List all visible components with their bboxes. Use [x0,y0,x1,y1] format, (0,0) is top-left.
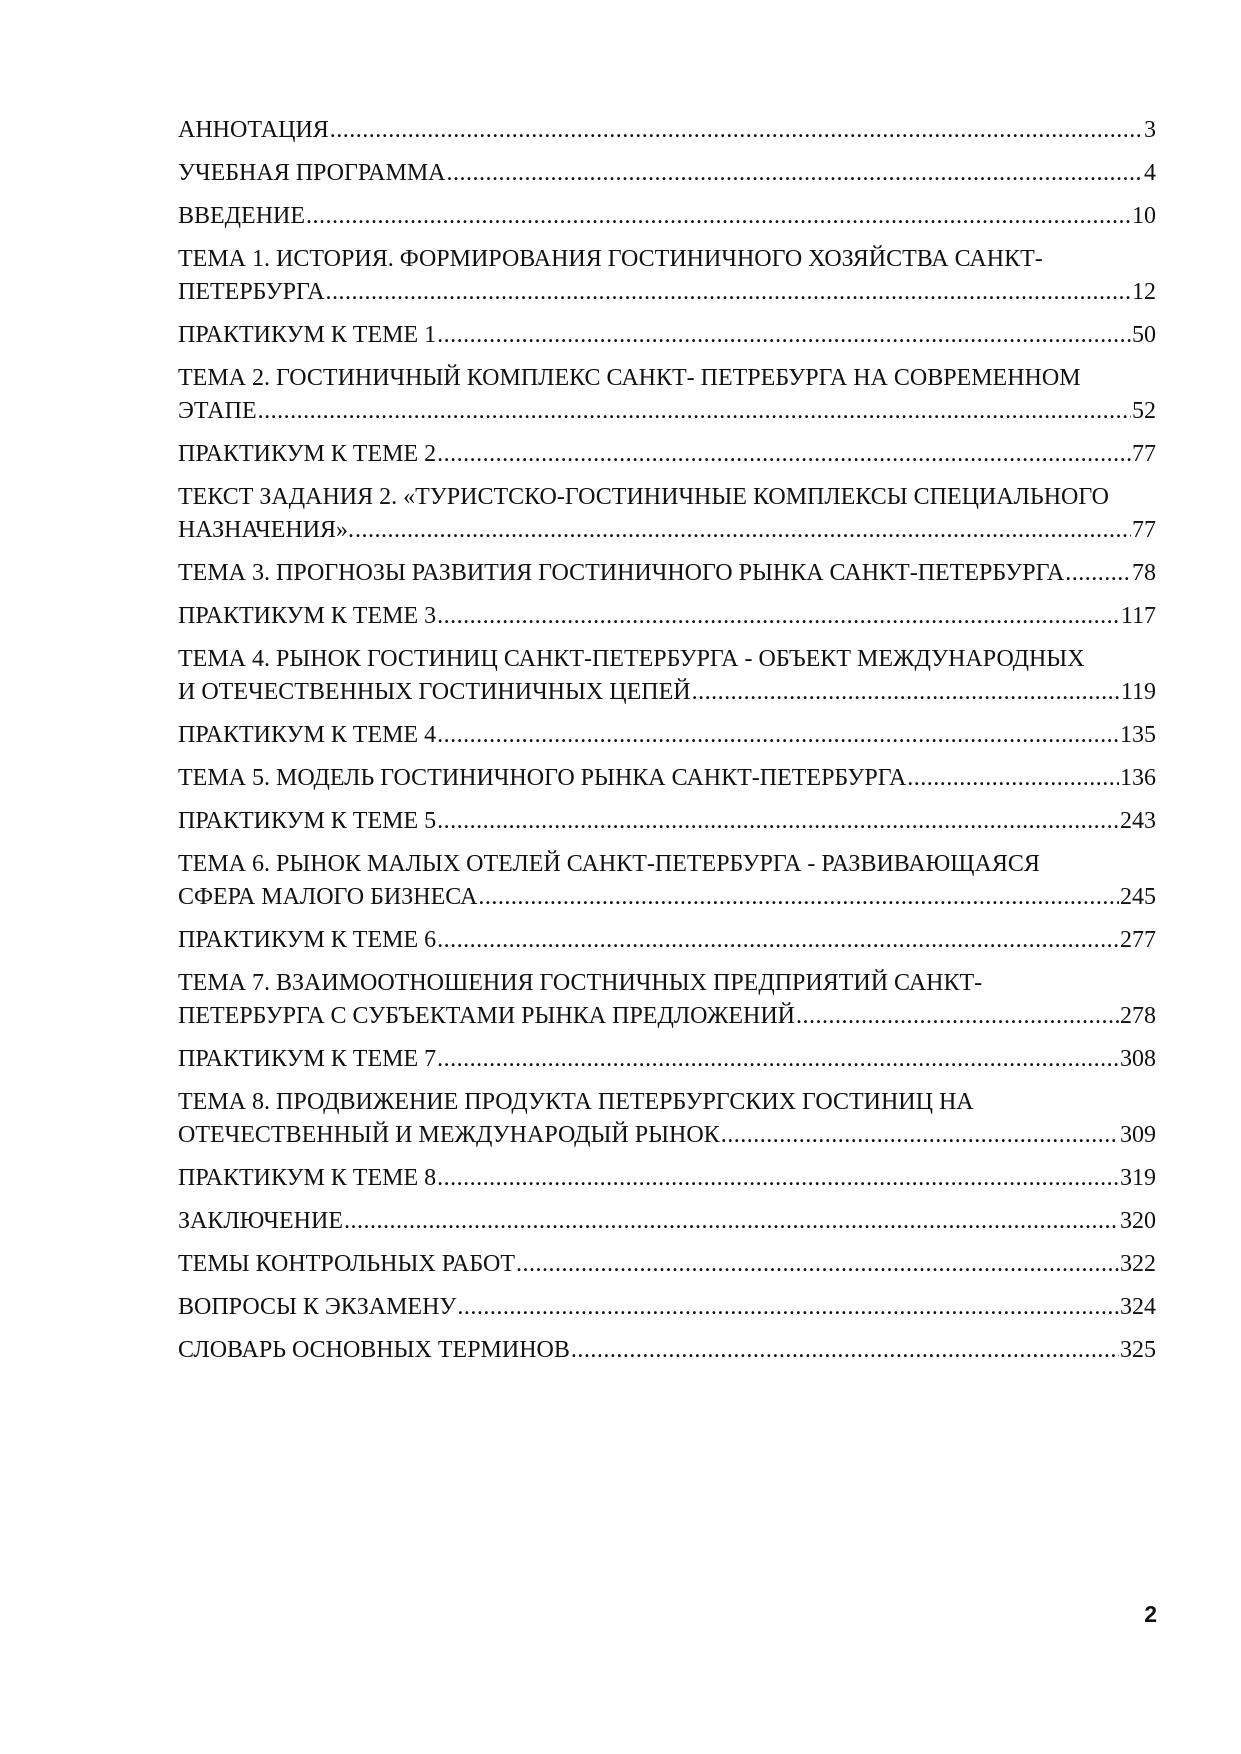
toc-entry-page-number: 117 [1120,603,1156,629]
toc-entry[interactable] [178,719,1156,752]
toc-entry-page-number: 10 [1132,203,1156,229]
page-number: 2 [1144,1601,1157,1627]
toc-entry-page-number: 245 [1120,884,1156,910]
toc-entry-title: СФЕРА МАЛОГО БИЗНЕСА [178,884,478,910]
toc-dot-leader [437,1043,1119,1076]
toc-entry[interactable] [178,1162,1156,1195]
toc-entry-last-line [178,719,1156,752]
table-of-contents [178,114,1156,1377]
toc-entry[interactable] [178,1334,1156,1367]
toc-entry-last-line [178,200,1156,233]
toc-entry-page-number: 50 [1132,322,1156,348]
toc-entry-title: И ОТЕЧЕСТВЕННЫХ ГОСТИНИЧНЫХ ЦЕПЕЙ [178,679,691,705]
toc-entry-page-number: 277 [1120,927,1156,953]
toc-dot-leader [258,395,1131,428]
toc-entry-page-number: 309 [1120,1122,1156,1148]
toc-entry-last-line [178,514,1156,547]
toc-entry-title: УЧЕБНАЯ ПРОГРАММА [178,160,446,186]
toc-dot-leader [447,157,1143,190]
toc-entry-page-number: 77 [1132,517,1156,543]
toc-entry[interactable] [178,114,1156,147]
toc-dot-leader [344,1205,1119,1238]
toc-entry-page-number: 12 [1132,279,1156,305]
toc-entry-last-line [178,276,1156,309]
toc-entry-page-number: 278 [1120,1003,1156,1029]
toc-entry[interactable] [178,243,1156,309]
toc-entry-last-line [178,805,1156,838]
toc-entry-page-number: 324 [1120,1294,1156,1320]
toc-entry-last-line [178,114,1156,147]
toc-entry-title: ПРАКТИКУМ К ТЕМЕ 3 [178,603,437,629]
toc-entry-page-number: 52 [1132,398,1156,424]
toc-entry[interactable] [178,1291,1156,1324]
toc-dot-leader [437,719,1119,752]
toc-entry-last-line [178,762,1156,795]
toc-entry-last-line [178,1043,1156,1076]
toc-dot-leader [437,438,1131,471]
toc-dot-leader [306,200,1131,233]
toc-entry-title: ТЕМЫ КОНТРОЛЬНЫХ РАБОТ [178,1251,515,1277]
toc-entry[interactable] [178,600,1156,633]
toc-entry-title-line: ТЕКСТ ЗАДАНИЯ 2. «ТУРИСТСКО-ГОСТИНИЧНЫЕ КОМПЛЕКСЫ СПЕЦИАЛЬНОГО [178,484,1109,510]
toc-entry-page-number: 243 [1120,808,1156,834]
toc-entry-title: ПЕТЕРБУРГА С СУБЪЕКТАМИ РЫНКА ПРЕДЛОЖЕНИЙ [178,1003,796,1029]
toc-dot-leader [330,114,1143,147]
toc-entry-title-line: ТЕМА 6. РЫНОК МАЛЫХ ОТЕЛЕЙ САНКТ-ПЕТЕРБУРГА - РАЗВИВАЮЩАЯСЯ [178,851,1040,877]
toc-entry-page-number: 320 [1120,1208,1156,1234]
toc-entry-title: ПРАКТИКУМ К ТЕМЕ 8 [178,1165,437,1191]
toc-entry-title: ПРАКТИКУМ К ТЕМЕ 4 [178,722,437,748]
toc-entry-page-number: 4 [1144,160,1156,186]
toc-dot-leader [437,600,1120,633]
toc-entry-page-number: 119 [1120,679,1156,705]
toc-entry-title: ТЕМА 3. ПРОГНОЗЫ РАЗВИТИЯ ГОСТИНИЧНОГО РЫНКА САНКТ-ПЕТЕРБУРГА [178,560,1065,586]
toc-entry-title: ВОПРОСЫ К ЭКЗАМЕНУ [178,1294,457,1320]
toc-entry-last-line [178,1205,1156,1238]
toc-entry[interactable] [178,319,1156,352]
toc-dot-leader [457,1291,1119,1324]
toc-entry-title-line: ТЕМА 1. ИСТОРИЯ. ФОРМИРОВАНИЯ ГОСТИНИЧНОГО ХОЗЯЙСТВА САНКТ- [178,246,1043,272]
toc-entry-page-number: 325 [1120,1337,1156,1363]
toc-dot-leader [326,276,1131,309]
toc-dot-leader [516,1248,1119,1281]
toc-entry-title: ТЕМА 5. МОДЕЛЬ ГОСТИНИЧНОГО РЫНКА САНКТ-ПЕТЕРБУРГА [178,765,907,791]
toc-entry[interactable] [178,762,1156,795]
toc-entry-last-line [178,438,1156,471]
toc-entry[interactable] [178,362,1156,428]
toc-entry-last-line [178,395,1156,428]
toc-entry-page-number: 136 [1120,765,1156,791]
toc-entry-title: ОТЕЧЕСТВЕННЫЙ И МЕЖДУНАРОДЫЙ РЫНОК [178,1122,720,1148]
toc-entry-last-line [178,881,1156,914]
toc-entry-last-line [178,1162,1156,1195]
toc-entry-last-line [178,600,1156,633]
toc-entry-page-number: 135 [1120,722,1156,748]
toc-entry[interactable] [178,1248,1156,1281]
toc-dot-leader [355,514,1131,547]
toc-entry[interactable] [178,1205,1156,1238]
toc-entry[interactable] [178,200,1156,233]
toc-entry-title: ПРАКТИКУМ К ТЕМЕ 7 [178,1046,437,1072]
toc-entry[interactable] [178,924,1156,957]
toc-entry-last-line [178,557,1156,590]
toc-entry-title: ЗАКЛЮЧЕНИЕ [178,1208,343,1234]
toc-entry[interactable] [178,438,1156,471]
toc-dot-leader [571,1334,1119,1367]
toc-entry-last-line [178,1291,1156,1324]
toc-entry-last-line [178,319,1156,352]
toc-entry-page-number: 78 [1132,560,1156,586]
toc-entry-last-line [178,924,1156,957]
toc-dot-leader [1065,557,1131,590]
toc-entry[interactable] [178,557,1156,590]
toc-entry-title: ПРАКТИКУМ К ТЕМЕ 6 [178,927,437,953]
toc-dot-leader [437,319,1131,352]
toc-dot-leader [437,805,1119,838]
toc-entry[interactable] [178,1086,1156,1152]
toc-entry[interactable] [178,848,1156,914]
toc-entry[interactable] [178,805,1156,838]
toc-dot-leader [692,676,1120,709]
toc-entry[interactable] [178,481,1156,547]
toc-entry-title-line: ТЕМА 8. ПРОДВИЖЕНИЕ ПРОДУКТА ПЕТЕРБУРГСКИХ ГОСТИНИЦ НА [178,1089,974,1115]
toc-entry-last-line [178,1119,1156,1152]
toc-entry[interactable] [178,157,1156,190]
toc-entry-title: СЛОВАРЬ ОСНОВНЫХ ТЕРМИНОВ [178,1337,570,1363]
toc-entry-title: НАЗНАЧЕНИЯ». [178,517,355,543]
toc-entry-title-line: ТЕМА 7. ВЗАИМООТНОШЕНИЯ ГОСТНИЧНЫХ ПРЕДПРИЯТИЙ САНКТ- [178,970,983,996]
toc-entry-title-line: ТЕМА 4. РЫНОК ГОСТИНИЦ САНКТ-ПЕТЕРБУРГА - ОБЪЕКТ МЕЖДУНАРОДНЫХ [178,646,1085,672]
toc-entry-title: ПРАКТИКУМ К ТЕМЕ 1 [178,322,437,348]
toc-dot-leader [796,1000,1119,1033]
toc-entry-last-line [178,676,1156,709]
toc-entry-title: ВВЕДЕНИЕ [178,203,306,229]
toc-dot-leader [907,762,1119,795]
toc-entry[interactable] [178,1043,1156,1076]
toc-entry-title: ПРАКТИКУМ К ТЕМЕ 2 [178,441,437,467]
toc-entry-title-line: ТЕМА 2. ГОСТИНИЧНЫЙ КОМПЛЕКС САНКТ- ПЕТРЕБУРГА НА СОВРЕМЕННОМ [178,365,1081,391]
toc-entry-last-line [178,1248,1156,1281]
toc-entry-page-number: 77 [1132,441,1156,467]
toc-entry-last-line [178,157,1156,190]
toc-dot-leader [478,881,1119,914]
toc-entry-page-number: 322 [1120,1251,1156,1277]
toc-entry-title: ПРАКТИКУМ К ТЕМЕ 5 [178,808,437,834]
toc-dot-leader [437,924,1119,957]
toc-entry-title: АННОТАЦИЯ [178,117,329,143]
toc-entry-last-line [178,1334,1156,1367]
toc-entry-last-line [178,1000,1156,1033]
toc-entry[interactable] [178,643,1156,709]
toc-entry-title: ЭТАПЕ [178,398,257,424]
toc-entry-page-number: 3 [1144,117,1156,143]
toc-entry-title: ПЕТЕРБУРГА [178,279,325,305]
toc-entry-page-number: 308 [1120,1046,1156,1072]
toc-dot-leader [437,1162,1119,1195]
toc-entry[interactable] [178,967,1156,1033]
toc-dot-leader [721,1119,1119,1152]
toc-entry-page-number: 319 [1120,1165,1156,1191]
